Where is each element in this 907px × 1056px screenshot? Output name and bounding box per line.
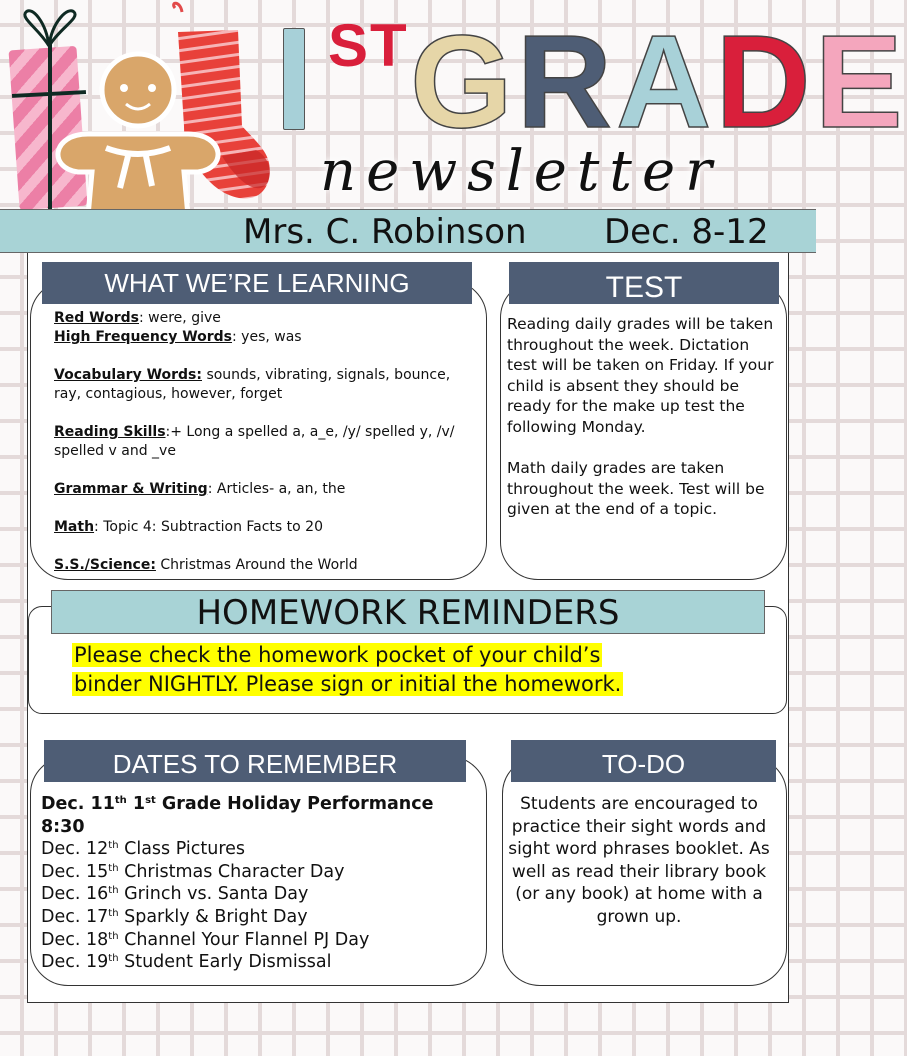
week-dates: Dec. 8-12: [604, 212, 769, 252]
date-event: Grade Holiday Performance 8:30: [41, 794, 434, 837]
teacher-name: Mrs. C. Robinson: [243, 212, 527, 252]
date-month: Dec.: [41, 839, 86, 860]
item-sep: :: [207, 481, 213, 497]
item-label: Math: [54, 519, 95, 535]
learning-item-vocabulary: [54, 366, 474, 404]
date-suffix: th: [108, 930, 119, 942]
date-suffix: th: [108, 907, 119, 919]
date-suffix: th: [108, 862, 119, 874]
item-label: S.S./Science:: [54, 557, 156, 573]
item-text: + Long a spelled a, a_e, /y/ spelled y, /v/ spelled v and _ve: [54, 424, 455, 459]
date-event: Christmas Character Day: [118, 861, 345, 882]
learning-item-red-words: [54, 309, 474, 328]
date-day: 15: [86, 861, 109, 882]
item-label: Red Words: [54, 310, 139, 326]
title-number-one: [283, 28, 305, 130]
date-month: Dec.: [41, 884, 86, 905]
title-suffix: ST: [328, 12, 409, 79]
title-ordinal-suffix: [328, 14, 409, 78]
date-day: 19: [86, 952, 109, 973]
homework-reminder-text: [72, 641, 623, 699]
date-event: Student Early Dismissal: [118, 952, 332, 973]
learning-item-math: [54, 518, 474, 537]
item-label: Reading Skills: [54, 424, 166, 440]
item-sep: :: [232, 329, 237, 345]
date-event-suffix: st: [145, 795, 156, 806]
date-item: [41, 793, 481, 838]
date-event: Sparkly & Bright Day: [118, 906, 308, 927]
test-content: [507, 314, 779, 520]
date-day: 18: [86, 929, 109, 950]
title-letter: E: [814, 8, 907, 155]
date-suffix: th: [114, 795, 127, 806]
item-text: Articles- a, an, the: [212, 481, 346, 497]
date-item: [41, 951, 481, 974]
date-month: Dec.: [41, 861, 86, 882]
learning-item-hf-words: [54, 328, 474, 347]
learning-item-grammar: [54, 480, 474, 499]
test-heading: TEST: [509, 262, 779, 304]
date-suffix: th: [108, 840, 119, 852]
date-event: Class Pictures: [118, 839, 246, 860]
date-item: [41, 929, 481, 952]
item-text: yes, was: [236, 329, 302, 345]
item-text: Christmas Around the World: [155, 557, 358, 573]
bow-icon: [18, 8, 80, 48]
title-letter: G: [410, 8, 517, 155]
test-paragraph: Math daily grades are taken throughout the week. Test will be given at the end of a topic.: [507, 459, 765, 519]
date-item: [41, 838, 481, 861]
homework-line: Please check the homework pocket of your child’s: [74, 643, 601, 667]
date-month: Dec.: [41, 952, 86, 973]
date-month: Dec.: [41, 794, 91, 814]
todo-heading: TO-DO: [511, 740, 776, 782]
date-month: Dec.: [41, 929, 86, 950]
item-sep: :: [94, 519, 99, 535]
learning-content: [54, 309, 474, 575]
date-month: Dec.: [41, 906, 86, 927]
learning-item-science: [54, 556, 474, 575]
date-item: [41, 906, 481, 929]
date-item: [41, 861, 481, 884]
date-event: Channel Your Flannel PJ Day: [118, 929, 370, 950]
date-event: 1: [132, 794, 146, 814]
date-day: 17: [86, 906, 109, 927]
title-letter: D: [715, 8, 815, 155]
date-day: 11: [90, 794, 115, 814]
todo-text: Students are encouraged to practice their sight words and sight word phrases booklet. As well as read their library book (or any book) at home with a grown up.: [508, 794, 770, 927]
dates-heading: DATES TO REMEMBER: [44, 740, 466, 782]
newsletter-subtitle: newsletter: [320, 139, 722, 204]
item-sep: :: [165, 424, 171, 440]
learning-item-reading-skills: [54, 423, 474, 461]
item-label: High Frequency Words: [54, 329, 233, 345]
item-text: sounds, vibrating, signals, bounce, ray, contagious, however, forget: [54, 367, 451, 402]
item-sep: :: [139, 310, 144, 326]
date-event: Grinch vs. Santa Day: [118, 884, 309, 905]
title-grade: [410, 8, 907, 155]
item-text: Topic 4: Subtraction Facts to 20: [98, 519, 323, 535]
item-text: were, give: [143, 310, 221, 326]
homework-line: binder NIGHTLY. Please sign or initial the homework.: [74, 672, 622, 696]
date-item: [41, 883, 481, 906]
date-suffix: th: [108, 885, 119, 897]
test-paragraph: Reading daily grades will be taken throughout the week. Dictation test will be taken on Friday. If your child is absent they should be ready for the make up test the following Monday.: [507, 315, 774, 436]
title-letter: R: [516, 8, 617, 155]
item-label: Grammar & Writing: [54, 481, 208, 497]
date-suffix: th: [108, 953, 119, 965]
item-label: Vocabulary Words:: [54, 367, 202, 383]
homework-heading: HOMEWORK REMINDERS: [51, 590, 765, 634]
date-day: 16: [86, 884, 109, 905]
dates-list: [41, 793, 481, 974]
title-letter: A: [616, 8, 716, 155]
date-day: 12: [86, 839, 109, 860]
learning-heading: WHAT WE’RE LEARNING: [42, 262, 472, 304]
